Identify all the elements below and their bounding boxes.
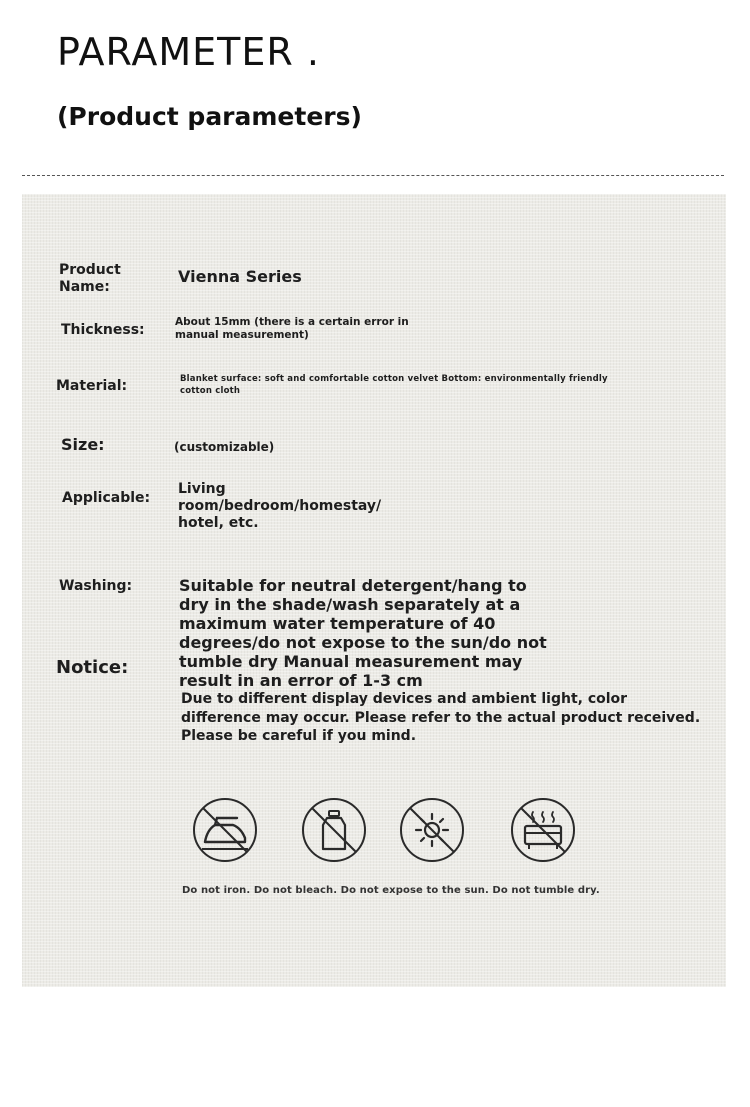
no-bleach-icon — [302, 798, 366, 862]
notice-value: Due to different display devices and ambient light, color difference may occur. Please refer to the actual product received. Please be careful if you mind. — [181, 691, 701, 744]
size-label: Size: — [61, 435, 105, 454]
notice-label: Notice: — [56, 657, 129, 678]
page-subtitle: (Product parameters) — [57, 102, 362, 131]
applicable-label: Applicable: — [62, 490, 151, 506]
washing-label: Washing: — [59, 578, 133, 594]
product-name-label: Product Name: — [59, 262, 121, 295]
no-sun-icon — [400, 798, 464, 862]
page-title: PARAMETER . — [57, 30, 320, 74]
care-caption: Do not iron. Do not bleach. Do not expose to the sun. Do not tumble dry. — [182, 885, 600, 896]
washing-value: Suitable for neutral detergent/hang to dry in the shade/wash separately at a maximum water temperature of 40 degrees/do not expose to the sun/do not tumble dry Manual measurement may result in an error of 1-3 cm — [179, 576, 547, 690]
dashed-divider — [22, 175, 724, 176]
applicable-value: Living room/bedroom/homestay/ hotel, etc. — [178, 481, 382, 531]
thickness-label: Thickness: — [61, 322, 145, 338]
thickness-value: About 15mm (there is a certain error in manual measurement) — [175, 316, 409, 341]
material-value: Blanket surface: soft and comfortable cotton velvet Bottom: environmentally friendly cotton cloth — [180, 374, 608, 396]
size-value: (customizable) — [174, 440, 275, 454]
no-iron-icon — [193, 798, 257, 862]
material-label: Material: — [56, 378, 128, 394]
product-name-value: Vienna Series — [178, 267, 302, 286]
no-tumble-dry-icon — [511, 798, 575, 862]
